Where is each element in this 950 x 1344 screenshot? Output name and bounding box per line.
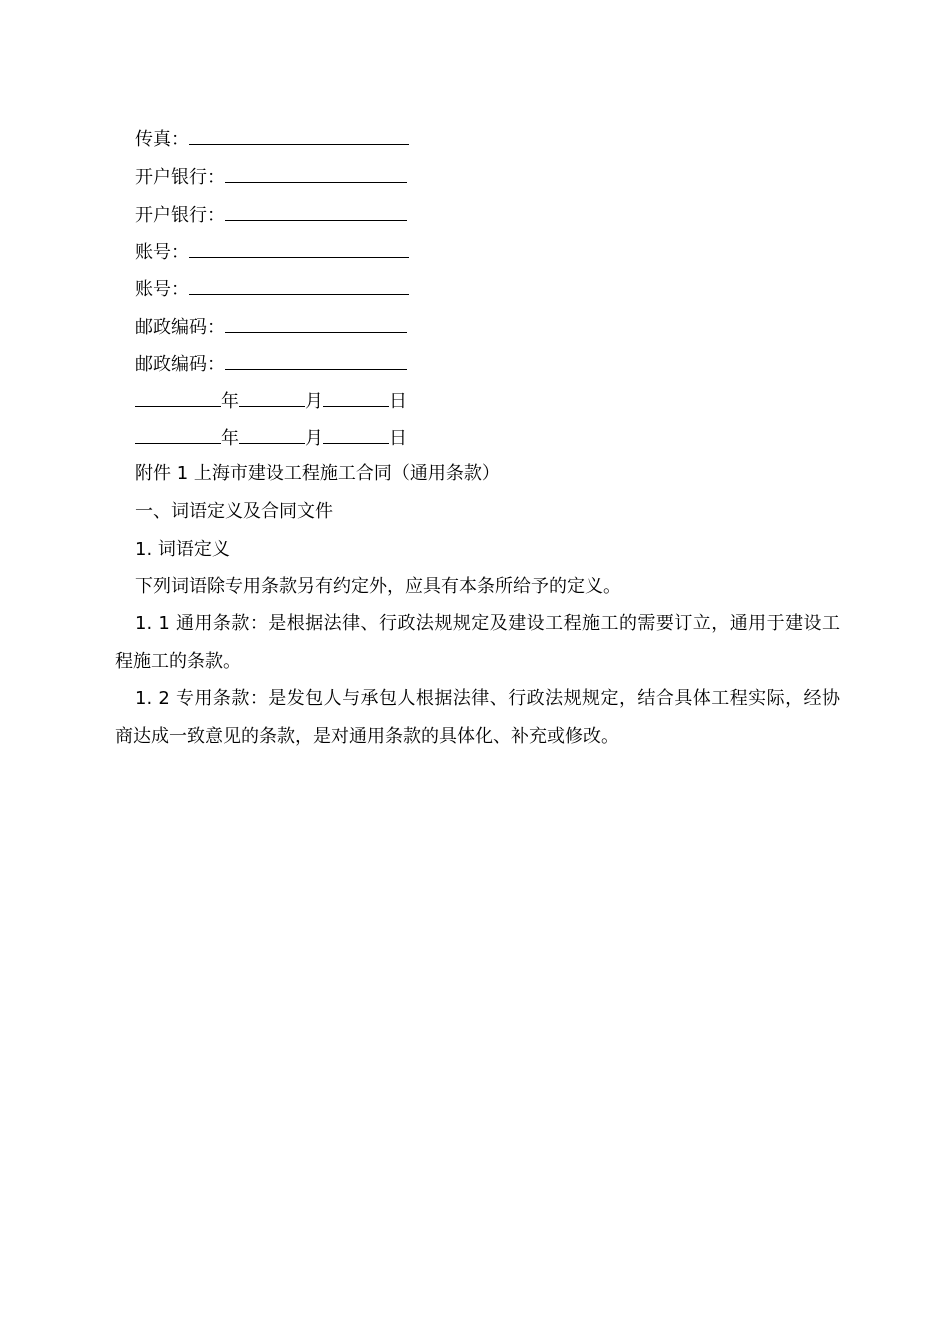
field-label: 邮政编码： [135,354,225,375]
month-label: 月 [305,428,323,449]
field-label: 账号： [135,279,189,300]
year-label: 年 [221,391,239,412]
day-label: 日 [389,428,407,449]
postcode-field [135,314,407,340]
year-blank[interactable] [135,388,221,407]
blank-line[interactable] [225,202,407,221]
day-label: 日 [389,391,407,412]
subsection-title: 1. 词语定义 [135,539,230,560]
blank-line[interactable] [189,239,409,258]
blank-line[interactable] [225,351,407,370]
field-label: 开户银行： [135,205,225,226]
year-label: 年 [221,428,239,449]
blank-line[interactable] [225,164,407,183]
month-label: 月 [305,391,323,412]
month-blank[interactable] [239,425,305,444]
clause-1-1: 1. 1 通用条款：是根据法律、行政法规规定及建设工程施工的需要订立，通用于建设工程施工的条款。 [115,613,840,672]
field-label: 账号： [135,242,189,263]
year-blank[interactable] [135,425,221,444]
postcode-field [135,351,407,377]
field-label: 传真： [135,129,189,150]
clause-1-2: 1. 2 专用条款：是发包人与承包人根据法律、行政法规规定，结合具体工程实际，经协商达成一致意见的条款，是对通用条款的具体化、补充或修改。 [115,688,840,747]
date-row [135,425,407,451]
blank-line[interactable] [189,276,409,295]
blank-line[interactable] [225,314,407,333]
day-blank[interactable] [323,425,389,444]
attachment-title: 附件 1 上海市建设工程施工合同（通用条款） [135,463,500,484]
fax-field [135,126,409,152]
account-field [135,276,409,302]
intro-paragraph: 下列词语除专用条款另有约定外，应具有本条所给予的定义。 [135,576,621,597]
section-title: 一、词语定义及合同文件 [135,501,333,522]
bank-field [135,164,407,190]
blank-line[interactable] [189,126,409,145]
account-field [135,239,409,265]
field-label: 邮政编码： [135,317,225,338]
day-blank[interactable] [323,388,389,407]
field-label: 开户银行： [135,167,225,188]
month-blank[interactable] [239,388,305,407]
bank-field [135,202,407,228]
date-row [135,388,407,414]
